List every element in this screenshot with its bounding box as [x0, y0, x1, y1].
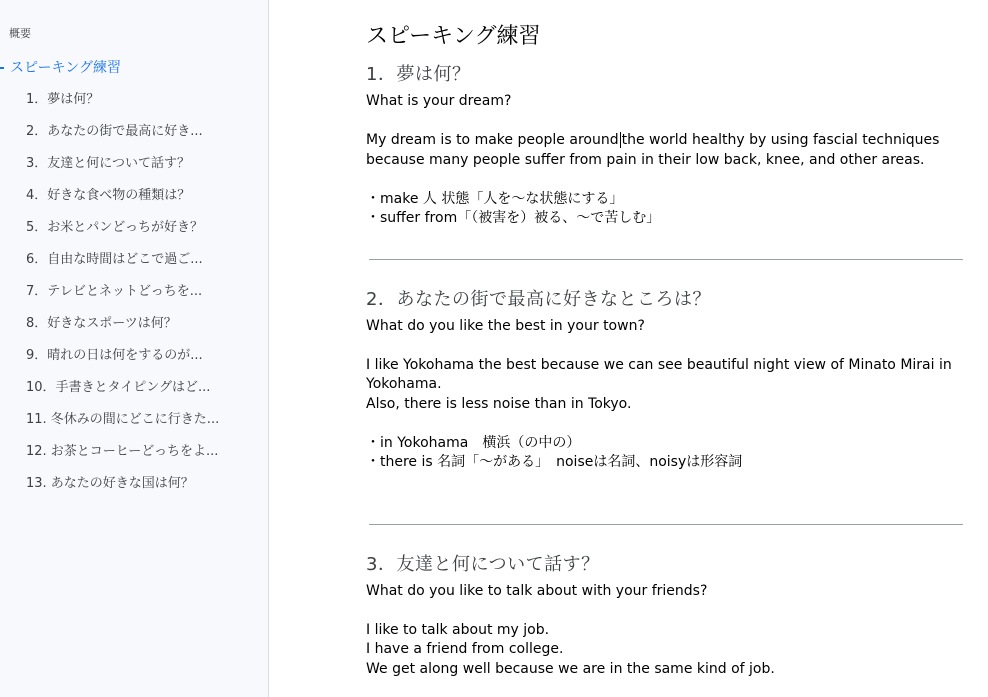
blank-line[interactable] — [366, 170, 966, 190]
document-outline-panel — [0, 0, 269, 697]
active-marker-icon — [0, 67, 4, 69]
section-2-answer-2[interactable]: Also, there is less noise than in Tokyo. — [366, 395, 632, 412]
section-1-heading[interactable]: 1．夢は何？ — [366, 64, 471, 85]
outline-item-13[interactable]: 13. あなたの好きな国は何？ — [26, 476, 194, 491]
section-3-answer-2[interactable]: I have a friend from college. — [366, 641, 564, 657]
section-3-question[interactable]: What do you like to talk about with your friends? — [366, 582, 708, 599]
outline-list — [0, 90, 269, 506]
outline-item-4[interactable]: 4．好きな食べ物の種類は？ — [26, 188, 191, 203]
answer-text-before-caret: My dream is to make people around — [366, 132, 619, 148]
outline-item-7[interactable]: 7．テレビとネットどっちを... — [26, 284, 203, 299]
section-1-answer[interactable] — [366, 131, 966, 170]
outline-item-6[interactable]: 6．自由な時間はどこで過ご... — [26, 252, 203, 267]
blank-line[interactable] — [366, 601, 966, 621]
blank-line[interactable] — [366, 112, 966, 132]
document-canvas[interactable] — [270, 0, 988, 697]
outline-item-10[interactable]: 10．手書きとタイピングはど... — [26, 380, 211, 395]
section-2-note-1[interactable]: ・in Yokohama 横浜（の中の） — [366, 434, 581, 451]
document-page[interactable] — [366, 22, 966, 679]
outline-item-5[interactable]: 5．お米とパンどっちが好き？ — [26, 220, 204, 235]
outline-item-2[interactable]: 2．あなたの街で最高に好き... — [26, 124, 203, 139]
section-1-note-2[interactable]: ・suffer from「（被害を）被る、〜で苦しむ」 — [366, 210, 661, 226]
spacer — [366, 229, 966, 259]
section-2-question[interactable]: What do you like the best in your town? — [366, 317, 645, 334]
outline-item-title[interactable] — [0, 58, 121, 78]
outline-item-12[interactable]: 12. お茶とコーヒーどっちをよ... — [26, 444, 219, 459]
outline-item-1[interactable]: 1．夢は何？ — [26, 92, 100, 107]
outline-item-11[interactable]: 11. 冬休みの間にどこに行きた... — [26, 412, 220, 427]
answer-text-after-caret: the world healthy by using fascial techniques because many people suffer from pain in their low back, knee, and other areas. — [366, 132, 944, 168]
section-1-question[interactable]: What is your dream? — [366, 93, 512, 109]
section-3-answer-1[interactable]: I like to talk about my job. — [366, 621, 550, 638]
document-title[interactable]: スピーキング練習 — [366, 24, 541, 49]
section-1-note-1[interactable]: ・make 人 状態「人を〜な状態にする」 — [366, 190, 624, 207]
spacer — [366, 473, 966, 524]
blank-line[interactable] — [366, 414, 966, 434]
section-2-answer-1[interactable]: I like Yokohama the best because we can see beautiful night view of Minato Mirai in Yokohama. — [366, 356, 957, 392]
spacer — [366, 525, 966, 552]
spacer — [366, 260, 966, 287]
outline-heading: 概要 — [9, 27, 31, 40]
section-2-heading[interactable]: 2．あなたの街で最高に好きなところは？ — [366, 288, 711, 310]
outline-item-8[interactable]: 8．好きなスポーツは何？ — [26, 316, 177, 331]
blank-line[interactable] — [366, 336, 966, 356]
outline-item-3[interactable]: 3．友達と何について話す？ — [26, 156, 191, 171]
outline-item-title-label: スピーキング練習 — [10, 60, 122, 76]
section-3-heading[interactable]: 3．友達と何について話す？ — [366, 553, 600, 575]
text-cursor — [620, 132, 621, 148]
section-2-note-2[interactable]: ・there is 名詞「〜がある」 noiseは名詞、noisyは形容詞 — [366, 454, 743, 470]
section-3-answer-3[interactable]: We get along well because we are in the same kind of job. — [366, 660, 775, 677]
outline-item-9[interactable]: 9．晴れの日は何をするのが... — [26, 348, 203, 363]
